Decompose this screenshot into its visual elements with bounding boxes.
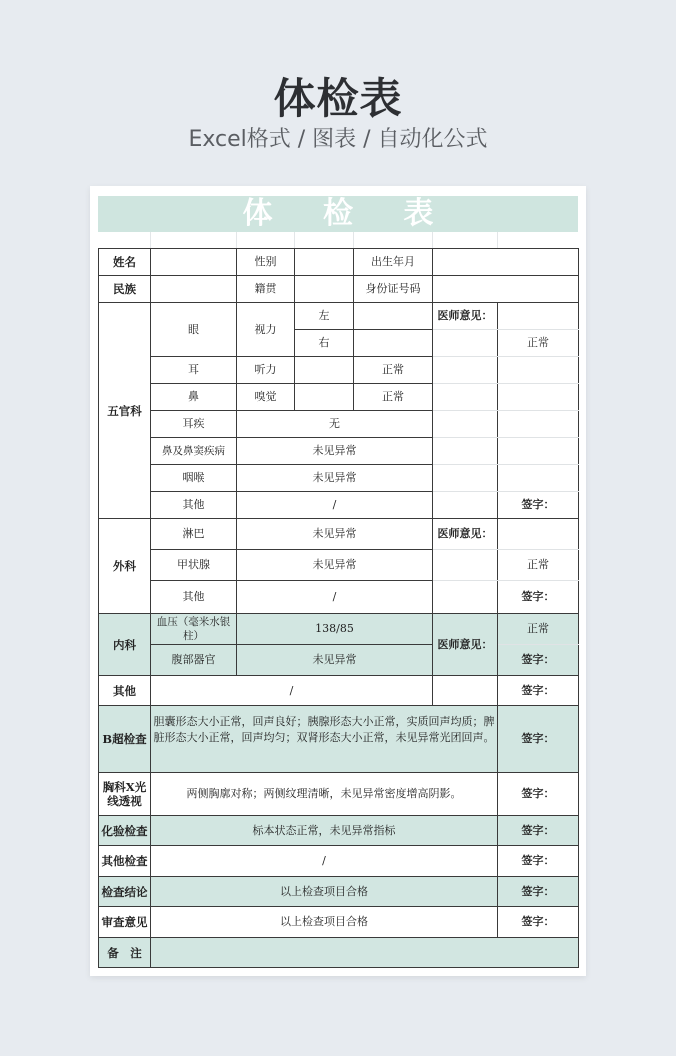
smell-blank <box>295 384 354 411</box>
birth-label: 出生年月 <box>354 249 433 276</box>
blank-cell <box>433 581 498 614</box>
table-row <box>99 550 579 581</box>
lymph-label: 淋巴 <box>151 519 237 550</box>
blank-cell <box>433 550 498 581</box>
table-row <box>99 465 579 492</box>
ultrasound-label: B超检查 <box>99 706 151 773</box>
abdomen-value: 未见异常 <box>237 645 433 676</box>
conclusion-label: 检查结论 <box>99 877 151 907</box>
table-row <box>99 276 579 303</box>
ultrasound-value: 胆囊形态大小正常，回声良好；胰腺形态大小正常，实质回声均质；脾脏形态大小正常，回声均匀；双肾形态大小正常，未见异常光团回声。 <box>151 706 498 773</box>
table-row <box>99 384 579 411</box>
ear-disease-label: 耳疾 <box>151 411 237 438</box>
table-row <box>99 492 579 519</box>
origin-label: 籍贯 <box>237 276 295 303</box>
table-row <box>99 645 579 676</box>
blank-cell <box>433 438 498 465</box>
review-signature[interactable]: 签字： <box>498 907 579 938</box>
internal-opinion-value: 正常 <box>498 614 579 645</box>
conclusion-value: 以上检查项目合格 <box>151 877 498 907</box>
blank-cell <box>498 303 579 330</box>
sinus-value: 未见异常 <box>237 438 433 465</box>
facial-section-label: 五官科 <box>99 303 151 519</box>
remarks-value[interactable] <box>151 938 579 968</box>
facial-other-value: / <box>237 492 433 519</box>
blank-cell <box>433 384 498 411</box>
table-row <box>99 938 579 968</box>
table-row <box>99 846 579 877</box>
others-value: / <box>151 676 433 706</box>
vision-right-field[interactable] <box>354 330 433 357</box>
internal-signature[interactable]: 签字： <box>498 645 579 676</box>
xray-label: 胸科X光线透视 <box>99 773 151 816</box>
other-exam-signature[interactable]: 签字： <box>498 846 579 877</box>
table-row <box>99 816 579 846</box>
table-row <box>99 877 579 907</box>
vision-left-label: 左 <box>295 303 354 330</box>
table-row <box>99 438 579 465</box>
lab-value: 标本状态正常，未见异常指标 <box>151 816 498 846</box>
table-row <box>99 614 579 645</box>
table-row <box>99 303 579 330</box>
blank-cell <box>433 676 498 706</box>
table-row <box>99 676 579 706</box>
form-banner: 体 检 表 <box>98 196 578 232</box>
name-label: 姓名 <box>99 249 151 276</box>
lymph-value: 未见异常 <box>237 519 433 550</box>
ear-disease-value: 无 <box>237 411 433 438</box>
remarks-label: 备 注 <box>99 938 151 968</box>
thyroid-value: 未见异常 <box>237 550 433 581</box>
surgery-opinion-value: 正常 <box>498 550 579 581</box>
table-row <box>99 581 579 614</box>
table-row <box>99 519 579 550</box>
other-exam-value: / <box>151 846 498 877</box>
ultrasound-signature[interactable]: 签字： <box>498 706 579 773</box>
blank-cell <box>433 330 498 357</box>
bp-label: 血压（毫米水银柱） <box>151 614 237 645</box>
name-field[interactable] <box>151 249 237 276</box>
abdomen-label: 腹部器官 <box>151 645 237 676</box>
facial-opinion-label: 医师意见： <box>433 303 498 330</box>
facial-opinion-value: 正常 <box>498 330 579 357</box>
birth-field[interactable] <box>433 249 579 276</box>
table-row <box>99 706 579 773</box>
spreadsheet-preview <box>90 186 586 976</box>
blank-cell <box>498 519 579 550</box>
blank-cell <box>498 438 579 465</box>
gridlines <box>98 232 578 248</box>
blank-cell <box>498 465 579 492</box>
page-subtitle: Excel格式 / 图表 / 自动化公式 <box>188 127 488 152</box>
vision-label: 视力 <box>237 303 295 357</box>
vision-left-field[interactable] <box>354 303 433 330</box>
throat-value: 未见异常 <box>237 465 433 492</box>
blank-cell <box>433 411 498 438</box>
ethnic-field[interactable] <box>151 276 237 303</box>
surgery-other-label: 其他 <box>151 581 237 614</box>
gender-field[interactable] <box>295 249 354 276</box>
lab-signature[interactable]: 签字： <box>498 816 579 846</box>
conclusion-signature[interactable]: 签字： <box>498 877 579 907</box>
table-row <box>99 249 579 276</box>
exam-form-table <box>98 248 579 968</box>
internal-opinion-label: 医师意见： <box>433 614 498 676</box>
smell-label: 嗅觉 <box>237 384 295 411</box>
table-row <box>99 357 579 384</box>
lab-label: 化验检查 <box>99 816 151 846</box>
facial-signature[interactable]: 签字： <box>498 492 579 519</box>
vision-right-label: 右 <box>295 330 354 357</box>
xray-signature[interactable]: 签字： <box>498 773 579 816</box>
surgery-opinion-label: 医师意见： <box>433 519 498 550</box>
id-field[interactable] <box>433 276 579 303</box>
facial-other-label: 其他 <box>151 492 237 519</box>
bp-value: 138/85 <box>237 614 433 645</box>
hearing-value: 正常 <box>354 357 433 384</box>
hearing-label: 听力 <box>237 357 295 384</box>
throat-label: 咽喉 <box>151 465 237 492</box>
smell-value: 正常 <box>354 384 433 411</box>
blank-cell <box>498 384 579 411</box>
others-signature[interactable]: 签字： <box>498 676 579 706</box>
hearing-blank <box>295 357 354 384</box>
sinus-label: 鼻及鼻窦疾病 <box>151 438 237 465</box>
internal-section-label: 内科 <box>99 614 151 676</box>
blank-cell <box>433 465 498 492</box>
thyroid-label: 甲状腺 <box>151 550 237 581</box>
blank-cell <box>498 411 579 438</box>
blank-cell <box>433 492 498 519</box>
surgery-section-label: 外科 <box>99 519 151 614</box>
blank-cell <box>433 357 498 384</box>
review-value: 以上检查项目合格 <box>151 907 498 938</box>
review-label: 审查意见 <box>99 907 151 938</box>
other-exam-label: 其他检查 <box>99 846 151 877</box>
id-label: 身份证号码 <box>354 276 433 303</box>
nose-label: 鼻 <box>151 384 237 411</box>
table-row <box>99 411 579 438</box>
page-title: 体检表 <box>273 74 403 123</box>
origin-field[interactable] <box>295 276 354 303</box>
others-label: 其他 <box>99 676 151 706</box>
gender-label: 性别 <box>237 249 295 276</box>
eye-label: 眼 <box>151 303 237 357</box>
blank-cell <box>498 357 579 384</box>
surgery-other-value: / <box>237 581 433 614</box>
xray-value: 两侧胸廓对称；两侧纹理清晰，未见异常密度增高阴影。 <box>151 773 498 816</box>
table-row <box>99 907 579 938</box>
table-row <box>99 773 579 816</box>
ethnic-label: 民族 <box>99 276 151 303</box>
surgery-signature[interactable]: 签字： <box>498 581 579 614</box>
ear-label: 耳 <box>151 357 237 384</box>
